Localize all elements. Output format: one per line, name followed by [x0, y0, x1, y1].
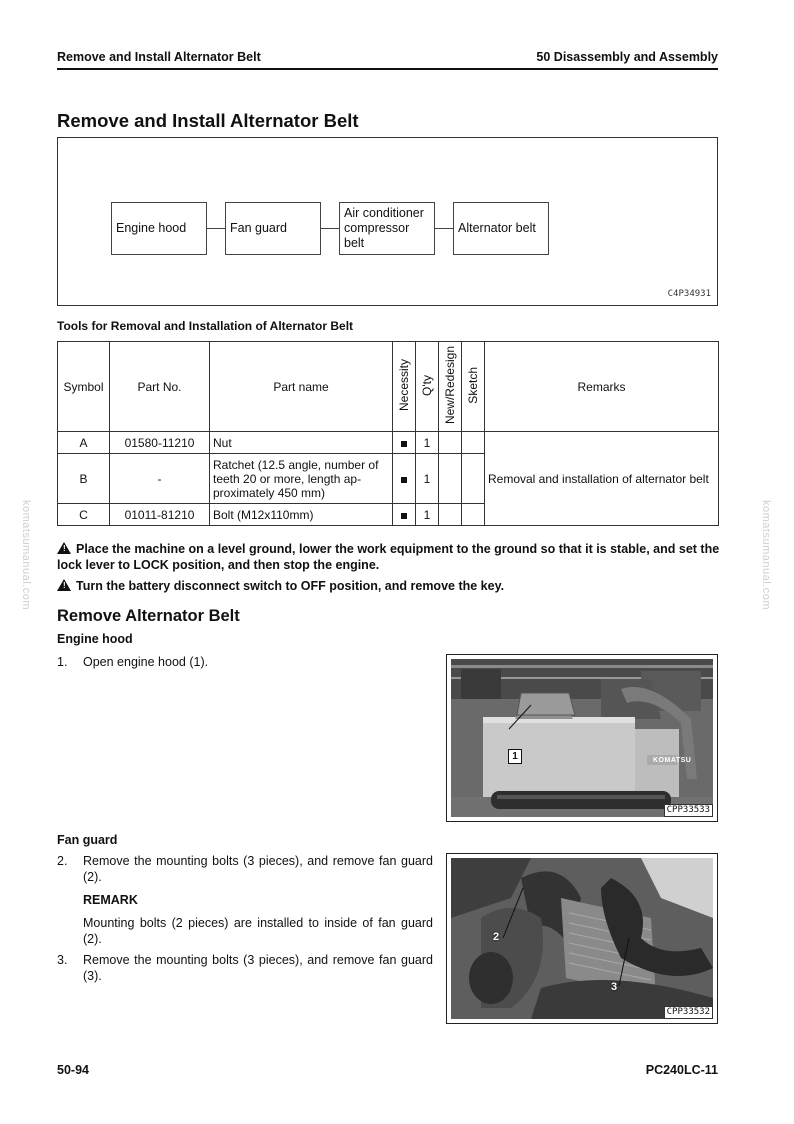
header-rule [57, 68, 718, 70]
cell-symbol: C [58, 504, 110, 526]
necessity-mark-icon [401, 513, 407, 519]
cell-qty: 1 [416, 454, 439, 504]
col-header-part-name: Part name [210, 342, 393, 432]
cell-qty: 1 [416, 504, 439, 526]
step-2 [57, 853, 433, 885]
tools-table [57, 341, 719, 526]
flow-node-alternator-belt: Alternator belt [453, 202, 549, 255]
warning-triangle-icon: ! [57, 579, 71, 591]
cell-new-redesign [439, 432, 462, 454]
header-section-title: Remove and Install Alternator Belt [57, 50, 261, 64]
cell-remarks: Removal and installation of alternator belt [485, 432, 719, 526]
col-header-new-redesign: New/Redesign [443, 345, 457, 425]
photo-id: CPP33532 [664, 1006, 713, 1019]
warning-text: Turn the battery disconnect switch to OFF position, and remove the key. [76, 579, 505, 593]
brand-logo: KOMATSU [653, 757, 692, 764]
warning-triangle-icon: ! [57, 542, 71, 554]
watermark-left: komatsumanual.com [20, 500, 32, 610]
flow-connector [435, 228, 453, 229]
warning-text: Place the machine on a level ground, lower the work equipment to the ground so that it is stable, and set the lock lever to LOCK position, and then stop the engine. [57, 542, 720, 572]
callout-label: 2 [493, 931, 500, 943]
step-number: 2. [57, 854, 68, 868]
callout-label: 1 [508, 749, 522, 764]
model-number: PC240LC-11 [645, 1063, 718, 1077]
photo-id: CPP33533 [664, 804, 713, 817]
table-row [58, 432, 719, 454]
tools-table-title: Tools for Removal and Installation of Alternator Belt [57, 319, 354, 333]
section-title: Remove Alternator Belt [57, 607, 240, 625]
step-1 [57, 654, 433, 670]
flow-connector [321, 228, 339, 229]
remark-heading: REMARK [83, 893, 138, 907]
cell-part-no: 01011-81210 [110, 504, 210, 526]
subheading-engine-hood: Engine hood [57, 632, 133, 646]
step-text: Remove the mounting bolts (3 pieces), and remove fan guard (3). [83, 953, 433, 983]
step-number: 1. [57, 655, 68, 669]
step-3 [57, 952, 433, 984]
callout-label: 3 [611, 981, 618, 993]
engine-bay-image [451, 858, 713, 1019]
col-header-qty: Q'ty [420, 374, 434, 396]
cell-part-name: Bolt (M12x110mm) [210, 504, 393, 526]
procedure-flow-diagram [57, 137, 718, 306]
step-text: Open engine hood (1). [83, 655, 209, 669]
necessity-mark-icon [401, 441, 407, 447]
cell-new-redesign [439, 504, 462, 526]
cell-part-name: Ratchet (12.5 angle, number of teeth 20 or more, length ap-proximately 450 mm) [210, 454, 393, 504]
cell-qty: 1 [416, 432, 439, 454]
cell-sketch [462, 504, 485, 526]
col-header-remarks: Remarks [485, 342, 719, 432]
step-number: 3. [57, 953, 68, 967]
flow-node-fan-guard: Fan guard [225, 202, 321, 255]
cell-part-no: 01580-11210 [110, 432, 210, 454]
remark-text: Mounting bolts (2 pieces) are installed to inside of fan guard (2). [83, 916, 433, 946]
excavator-image [451, 659, 713, 817]
subheading-fan-guard: Fan guard [57, 833, 118, 847]
cell-symbol: A [58, 432, 110, 454]
col-header-part-no: Part No. [110, 342, 210, 432]
figure-id: C4P34931 [667, 289, 711, 299]
flow-node-engine-hood: Engine hood [111, 202, 207, 255]
necessity-mark-icon [401, 477, 407, 483]
cell-new-redesign [439, 454, 462, 504]
step-text: Remove the mounting bolts (3 pieces), and remove fan guard (2). [83, 854, 433, 884]
cell-part-name: Nut [210, 432, 393, 454]
flow-connector [207, 228, 225, 229]
cell-part-no: - [110, 454, 210, 504]
col-header-symbol: Symbol [58, 342, 110, 432]
page-number: 50-94 [57, 1063, 89, 1077]
watermark-right: komatsumanual.com [760, 500, 772, 610]
engine-hood-photo [446, 654, 718, 822]
page-title: Remove and Install Alternator Belt [57, 110, 359, 131]
cell-symbol: B [58, 454, 110, 504]
warning-1 [57, 541, 722, 573]
col-header-sketch: Sketch [466, 366, 480, 404]
warning-2 [57, 578, 722, 594]
cell-sketch [462, 432, 485, 454]
col-header-necessity: Necessity [397, 358, 411, 411]
cell-sketch [462, 454, 485, 504]
fan-guard-photo [446, 853, 718, 1024]
flow-node-ac-compressor-belt: Air conditioner compressor belt [339, 202, 435, 255]
header-chapter: 50 Disassembly and Assembly [536, 50, 718, 64]
